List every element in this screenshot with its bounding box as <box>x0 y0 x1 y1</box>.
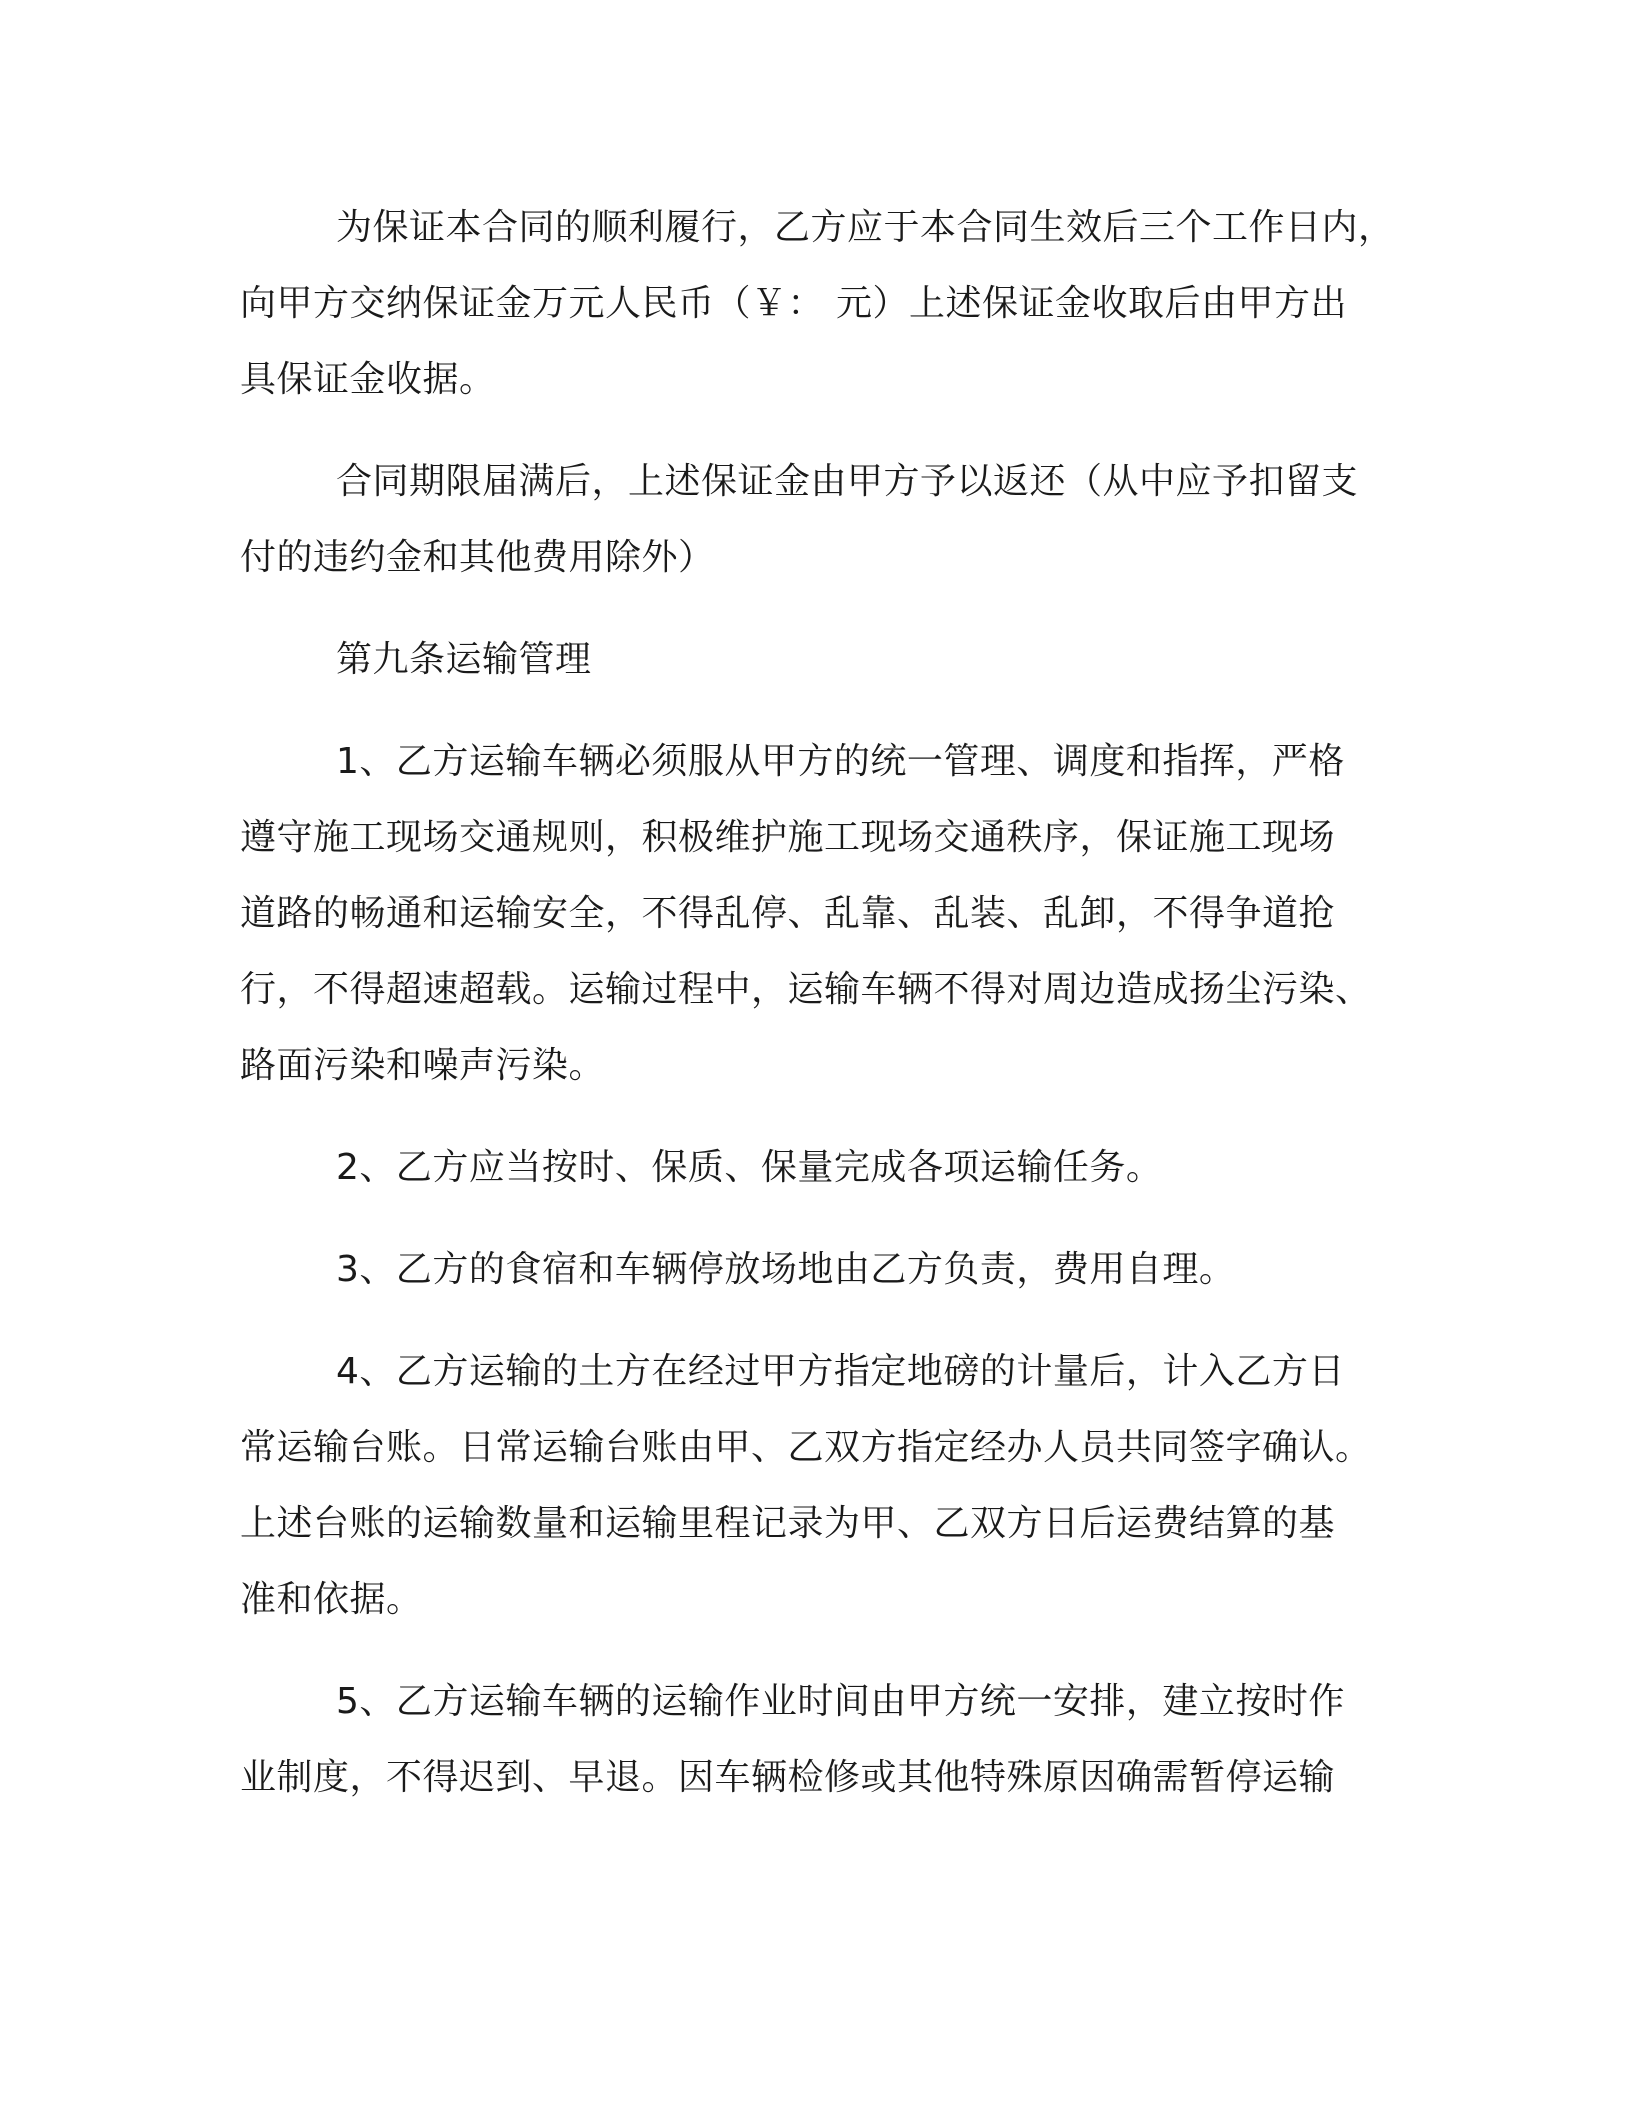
text-line: 5、乙方运输车辆的运输作业时间由甲方统一安排，建立按时作 <box>336 1681 1345 1722</box>
clause-item-5 <box>240 1664 1410 1816</box>
text-line: 准和依据。 <box>240 1579 423 1620</box>
text-line: 付的违约金和其他费用除外） <box>240 537 715 578</box>
text-line: 2、乙方应当按时、保质、保量完成各项运输任务。 <box>336 1147 1163 1188</box>
paragraph-deposit-return <box>240 444 1410 596</box>
text-line: 上述台账的运输数量和运输里程记录为甲、乙双方日后运费结算的基 <box>240 1503 1336 1544</box>
clause-item-2 <box>240 1130 1410 1206</box>
text-line: 业制度，不得迟到、早退。因车辆检修或其他特殊原因确需暂停运输 <box>240 1757 1336 1798</box>
text-line: 为保证本合同的顺利履行，乙方应于本合同生效后三个工作日内， <box>336 207 1395 248</box>
text-line: 1、乙方运输车辆必须服从甲方的统一管理、调度和指挥，严格 <box>336 741 1345 782</box>
text-line: 行，不得超速超载。运输过程中，运输车辆不得对周边造成扬尘污染、 <box>240 969 1372 1010</box>
text-line: 具保证金收据。 <box>240 359 496 400</box>
text-line: 遵守施工现场交通规则，积极维护施工现场交通秩序，保证施工现场 <box>240 817 1336 858</box>
text-line: 向甲方交纳保证金万元人民币（￥： 元）上述保证金收取后由甲方出 <box>240 283 1347 324</box>
document-body <box>240 190 1410 1842</box>
clause-item-3 <box>240 1232 1410 1308</box>
text-line: 路面污染和噪声污染。 <box>240 1045 606 1086</box>
text-line: 合同期限届满后，上述保证金由甲方予以返还（从中应予扣留支 <box>336 461 1359 502</box>
section-heading: 第九条运输管理 <box>336 639 592 680</box>
paragraph-deposit <box>240 190 1410 418</box>
text-line: 常运输台账。日常运输台账由甲、乙双方指定经办人员共同签字确认。 <box>240 1427 1372 1468</box>
text-line: 道路的畅通和运输安全，不得乱停、乱靠、乱装、乱卸，不得争道抢 <box>240 893 1336 934</box>
clause-item-4 <box>240 1334 1410 1638</box>
text-line: 4、乙方运输的土方在经过甲方指定地磅的计量后，计入乙方日 <box>336 1351 1345 1392</box>
clause-item-1 <box>240 724 1410 1104</box>
text-line: 3、乙方的食宿和车辆停放场地由乙方负责，费用自理。 <box>336 1249 1236 1290</box>
